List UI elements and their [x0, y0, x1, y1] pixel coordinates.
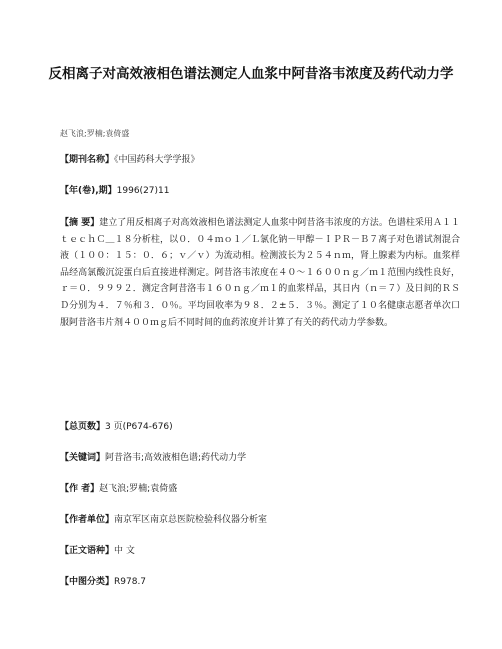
pages-value: 3 页(P674-676): [105, 422, 173, 432]
keywords-label: 【关键词】: [60, 453, 106, 463]
year-value: 1996(27)11: [116, 186, 170, 196]
author-field: [60, 482, 177, 496]
classification-value: R978.7: [114, 577, 147, 587]
keywords-field: [60, 451, 246, 465]
author-line: 赵飞浪;罗楠;袁倚盛: [60, 129, 130, 138]
pages-field: [60, 420, 173, 434]
page-title: 反相离子对高效液相色谱法测定人血浆中阿昔洛韦浓度及药代动力学: [48, 66, 454, 82]
journal-value: 《中国药科大学学报》: [114, 155, 200, 165]
language-value: 中 文: [114, 546, 135, 556]
year-field: [60, 184, 170, 198]
language-label: 【正文语种】: [60, 546, 115, 556]
abstract-label: 【摘 要】: [60, 218, 100, 228]
pages-label: 【总页数】: [60, 422, 106, 432]
keywords-value: 阿昔洛韦;高效液相色谱;药代动力学: [105, 453, 247, 463]
affiliation-label: 【作者单位】: [60, 515, 115, 525]
author-label: 【作 者】: [60, 484, 100, 494]
abstract-field: [60, 215, 460, 331]
language-field: [60, 544, 135, 558]
journal-label: 【期刊名称】: [60, 155, 115, 165]
classification-field: [60, 575, 146, 589]
author-value: 赵飞浪;罗楠;袁倚盛: [99, 484, 178, 494]
affiliation-value: 南京军区南京总医院检验科仪器分析室: [114, 515, 268, 525]
affiliation-field: [60, 513, 267, 527]
abstract-text: 建立了用反相离子对高效液相色谱法测定人血浆中阿昔洛韦浓度的方法。色谱柱采用Ａ１１ｔｅｃｈＣ＿１８分析柱，以０．０４ｍｏ１／Ｌ氯化钠－甲醇－ＩＰＲ－Ｂ７离子对色谱试剂混合液（１００：１５：０．６；ｖ／ｖ）为流动相。检测波长为２５４ｎｍ，肾上腺素为内标。血浆样品经高氯酸沉淀蛋白后直接进样测定。阿昔洛韦浓度在４０～１６００ｎｇ／ｍ１范围内线性良好，ｒ＝０．９９９２．测定含阿昔洛韦１６０ｎｇ／ｍ１的血浆样品，其日内（ｎ＝７）及日间的ＲＳＤ分别为４．７％和３．０％。平均回收率为９８．２±５．３％。测定了１０名健康志愿者单次口服阿昔洛韦片剂４００ｍｇ后不同时间的血药浓度并计算了有关的药代动力学参数。: [60, 218, 460, 328]
classification-label: 【中图分类】: [60, 577, 115, 587]
year-label: 【年(卷),期】: [60, 186, 117, 196]
journal-field: [60, 153, 200, 167]
